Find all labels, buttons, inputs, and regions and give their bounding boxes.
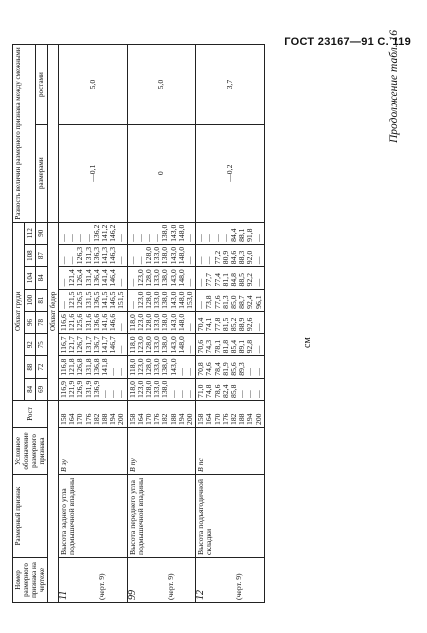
rotated-table-area bbox=[12, 13, 410, 603]
hip-value: 69 bbox=[36, 378, 48, 400]
value-column: 70,8 74,6 78,4 81,9 85,6 89,3 — — bbox=[196, 356, 265, 378]
condition-symbol: B пу bbox=[127, 428, 196, 475]
page-header: ГОСТ 23167—91 С. 119 bbox=[284, 36, 411, 48]
diff-spacer bbox=[48, 45, 59, 222]
height-list: 158 164 170 176 182 188 194 200 bbox=[196, 401, 265, 428]
row-number-value: 99 bbox=[126, 590, 138, 600]
value-column: 116,6 121,6 125,6 131,6 136,6 141,6 146,6 — bbox=[59, 311, 128, 333]
value-column: 118,0 123,0 128,0 133,0 138,0 — — — bbox=[127, 378, 196, 400]
hip-value: 72 bbox=[36, 356, 48, 378]
hip-value: 87 bbox=[36, 244, 48, 266]
value-column: 116,7 121,7 126,7 131,7 136,7 141,7 146,7 — bbox=[59, 334, 128, 356]
feature-name: Высота подъягодичной складки bbox=[196, 475, 265, 558]
value-column: 118,0 123,0 128,0 133,0 138,0 143,0 — — bbox=[127, 356, 196, 378]
feature-name: Высота переднего угла подмышечной впадины bbox=[127, 475, 196, 558]
header-condition: Условное обозначение размерного признака bbox=[13, 428, 48, 475]
value-column: 116,8 121,8 126,8 131,8 136,8 141,8 — — bbox=[59, 356, 128, 378]
value-column: 118,0 123,0 128,0 133,0 138,0 143,0 148,0 — bbox=[127, 311, 196, 333]
hip-value: 81 bbox=[36, 289, 48, 311]
header-feature: Размерный признак bbox=[13, 475, 48, 558]
value-column: — — — — 136,2 141,2 146,2 — bbox=[59, 222, 128, 244]
chest-value: 112 bbox=[24, 222, 36, 244]
value-column: — 77,7 77,4 81,1 84,8 88,5 92,2 — bbox=[196, 267, 265, 289]
row-number bbox=[59, 558, 128, 603]
diff-size-value: —0,2 bbox=[196, 124, 265, 222]
value-column: 70,6 74,3 78,1 81,8 85,4 89,1 92,8 — bbox=[196, 334, 265, 356]
value-column: 116,9 121,9 126,9 131,9 136,9 — — — bbox=[59, 378, 128, 400]
header-diff: Разность величин размерного признака между смежными bbox=[13, 45, 36, 222]
row-number-value: 12 bbox=[195, 590, 207, 600]
header-number: Номер размерного признака на чертеже bbox=[13, 558, 48, 603]
chest-value: 88 bbox=[24, 356, 36, 378]
condition-symbol: B зу bbox=[59, 428, 128, 475]
header-diff-heights: ростами bbox=[36, 45, 48, 124]
chest-value: 84 bbox=[24, 378, 36, 400]
continuation-caption: Продолжение табл. 16 bbox=[388, 30, 400, 143]
value-column: — 121,4 126,4 131,4 136,4 141,4 146,4 — bbox=[59, 267, 128, 289]
value-column: 71,0 74,8 78,6 82,4 85,8 — — — bbox=[196, 378, 265, 400]
hip-value: 78 bbox=[36, 311, 48, 333]
table-row bbox=[196, 45, 265, 603]
measurement-table bbox=[12, 44, 265, 603]
row-number bbox=[196, 558, 265, 603]
table-row bbox=[127, 45, 196, 603]
header-hip: Обхват бедер bbox=[48, 222, 59, 400]
hip-value: 90 bbox=[36, 222, 48, 244]
chest-value: 100 bbox=[24, 289, 36, 311]
drawing-reference: (черт. 9) bbox=[165, 573, 175, 600]
value-column: — — — — 84,4 88,1 91,8 — bbox=[196, 222, 265, 244]
chest-value: 104 bbox=[24, 267, 36, 289]
value-column: — 73,8 77,6 81,3 85,0 88,7 92,4 96,1 bbox=[196, 289, 265, 311]
value-column: — 123,0 128,0 133,0 138,0 143,0 148,0 153,0 bbox=[127, 289, 196, 311]
hip-value: 84 bbox=[36, 267, 48, 289]
chest-value: 108 bbox=[24, 244, 36, 266]
diff-size-value: 0 bbox=[127, 124, 196, 222]
diff-height-value: 3,7 bbox=[196, 45, 265, 124]
diff-height-value: 5,0 bbox=[127, 45, 196, 124]
value-column: 118,0 123,0 128,0 133,0 138,0 143,0 148,0 — bbox=[127, 334, 196, 356]
height-list: 158 164 170 176 182 188 194 200 bbox=[127, 401, 196, 428]
drawing-reference: (черт. 9) bbox=[234, 573, 244, 600]
hip-value: 75 bbox=[36, 334, 48, 356]
value-column: — — 77,2 80,9 84,6 88,3 92,0 — bbox=[196, 244, 265, 266]
header-height: Рост bbox=[13, 401, 48, 428]
unit-label: см bbox=[302, 337, 313, 348]
condition-symbol: B пс bbox=[196, 428, 265, 475]
feature-name: Высота заднего угла подмышечной впадины bbox=[59, 475, 128, 558]
header-diff-sizes: размерами bbox=[36, 124, 48, 222]
value-column: 70,4 74,1 77,8 81,5 85,2 88,9 92,6 — bbox=[196, 311, 265, 333]
chest-value: 92 bbox=[24, 334, 36, 356]
height-list: 158 164 170 176 182 188 194 200 bbox=[59, 401, 128, 428]
row-number bbox=[127, 558, 196, 603]
table-row bbox=[59, 45, 128, 603]
drawing-reference: (черт. 9) bbox=[97, 573, 107, 600]
value-column: — — 126,3 131,3 136,3 141,3 146,3 — bbox=[59, 244, 128, 266]
row-number-value: 11 bbox=[58, 590, 69, 600]
diff-size-value: —0,1 bbox=[59, 124, 128, 222]
hip-header-spacer bbox=[48, 401, 59, 603]
diff-height-value: 5,0 bbox=[59, 45, 128, 124]
value-column: — 123,0 128,0 133,0 138,0 143,0 148,0 — bbox=[127, 267, 196, 289]
value-column: — — 128,0 133,0 138,0 143,0 148,0 — bbox=[127, 244, 196, 266]
header-chest: Обхват груди bbox=[13, 222, 25, 400]
value-column: — 121,5 126,5 131,5 136,5 141,5 146,5 151,5 bbox=[59, 289, 128, 311]
chest-value: 96 bbox=[24, 311, 36, 333]
value-column: — — — — 138,0 143,0 148,0 — bbox=[127, 222, 196, 244]
